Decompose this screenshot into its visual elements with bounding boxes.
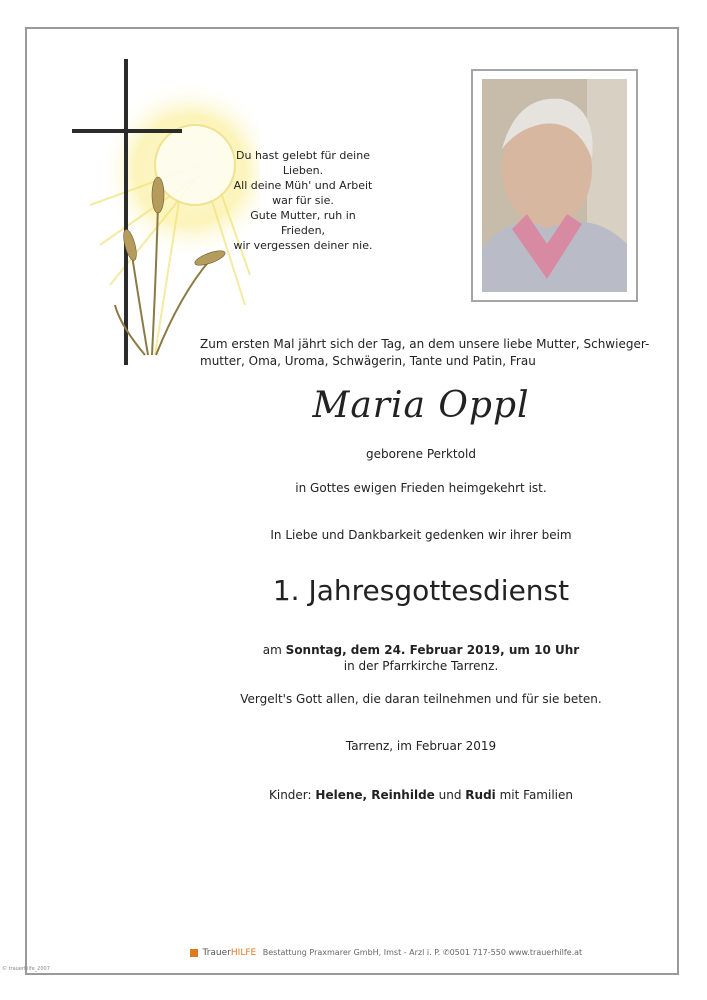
- footer: [190, 948, 610, 958]
- thanks-text: Vergelt's Gott allen, die daran teilnehmen und für sie beten.: [240, 692, 602, 706]
- poem-line: wir vergessen deiner nie.: [233, 239, 373, 252]
- brand-b: HILFE: [230, 948, 257, 958]
- family-names-2: Rudi: [465, 788, 496, 802]
- passed-text: in Gottes ewigen Frieden heimgekehrt ist.: [295, 481, 547, 495]
- remembrance-text: In Liebe und Dankbarkeit gedenken wir ihrer beim: [270, 528, 572, 542]
- poem-line: Gute Mutter, ruh in Frieden,: [250, 209, 356, 237]
- credit: © trauerhilfe_2007: [2, 966, 50, 972]
- memorial-poem: [228, 148, 378, 253]
- poem-line: war für sie.: [272, 194, 334, 207]
- portrait-frame: [471, 69, 638, 302]
- intro-text: Zum ersten Mal jährt sich der Tag, an dem unsere liebe Mutter, Schwieger-mutter, Oma, Uroma, Schwägerin, Tante und Patin, Frau: [200, 337, 650, 368]
- cross-horizontal: [72, 129, 182, 133]
- family-line: [150, 788, 692, 802]
- brand-logo-icon: [190, 949, 198, 957]
- place-date: Tarrenz, im Februar 2019: [345, 739, 497, 753]
- church-text: in der Pfarrkirche Tarrenz.: [343, 659, 499, 673]
- family-und: und: [438, 788, 462, 802]
- service-title: 1. Jahresgottesdienst: [272, 574, 570, 607]
- portrait-illustration: [482, 79, 627, 292]
- date-prefix: am: [262, 643, 282, 657]
- poem-line: Du hast gelebt für deine Lieben.: [236, 149, 370, 177]
- service-date: [150, 643, 692, 657]
- footer-text: Bestattung Praxmarer GmbH, Imst - Arzl i. P. ✆0501 717-550 www.trauerhilfe.at: [262, 948, 583, 957]
- family-prefix: Kinder:: [269, 788, 312, 802]
- brand-a: Trauer: [202, 948, 231, 958]
- family-suffix: mit Familien: [499, 788, 573, 802]
- date-bold: Sonntag, dem 24. Februar 2019, um 10 Uhr: [285, 643, 580, 657]
- deceased-name: Maria Oppl: [312, 385, 530, 426]
- portrait-photo: [482, 79, 627, 292]
- birth-name: geborene Perktold: [366, 447, 476, 461]
- family-names-1: Helene, Reinhilde: [315, 788, 435, 802]
- cross-vertical: [124, 59, 128, 365]
- poem-line: All deine Müh' und Arbeit: [233, 179, 373, 192]
